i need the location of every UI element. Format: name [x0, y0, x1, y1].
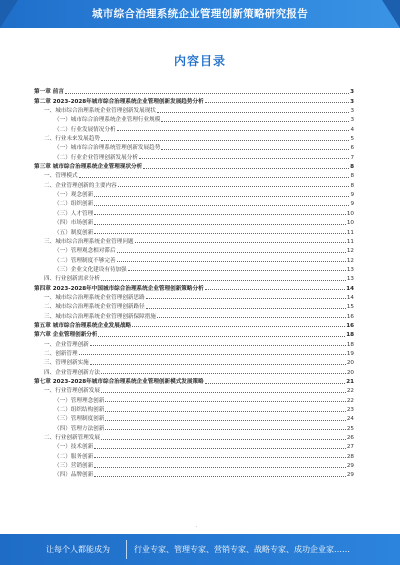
toc-entry-title: （二）组织创新 [54, 201, 94, 208]
toc-entry-title: （二）行业发展情况分析 [54, 126, 116, 133]
toc-chapter-entry[interactable] [34, 86, 354, 95]
toc-entry-title: 一、城市综合治理系统企业管理创新思路 [44, 294, 145, 301]
toc-entry-title: （三）营销创新 [54, 463, 94, 470]
report-header [0, 0, 400, 28]
toc-entry-title: 二、创新管理 [44, 350, 78, 357]
toc-dot-leader [101, 280, 346, 281]
toc-entry-title: 四、企业管理创新方法 [44, 369, 100, 376]
toc-entry-title: （一）城市综合治理系统管理创新发展趋势 [54, 145, 161, 152]
toc-dot-leader [143, 168, 349, 169]
report-title: 城市综合治理系统企业管理创新策略研究报告 [92, 8, 308, 20]
toc-entry[interactable] [34, 348, 354, 357]
page-marker: · [196, 524, 198, 529]
toc-entry[interactable] [34, 114, 354, 123]
toc-chapter-entry[interactable] [34, 329, 354, 338]
footer-left-text: 让每个人都能成为 [46, 545, 110, 554]
toc-entry[interactable] [34, 236, 354, 245]
toc-entry-title: （三）管理制度创新 [54, 416, 105, 423]
toc-entry[interactable] [34, 226, 354, 235]
toc-entry-title: （二）服务创新 [54, 453, 94, 460]
footer-banner [0, 534, 400, 565]
toc-entry-title: 第七章 2023-2028年城市综合治理系统企业管理创新模式发展策略 [34, 379, 204, 385]
toc-entry[interactable] [34, 189, 354, 198]
toc-page-number: 27 [346, 444, 354, 451]
toc-dot-leader [94, 224, 346, 225]
toc-entry-title: （一）管理理念创新 [54, 397, 105, 404]
toc-entry-title: 二、行业创新管理发展 [44, 435, 100, 442]
table-of-contents [34, 86, 354, 478]
toc-entry-title: （三）企业文化建设有待加强 [54, 266, 127, 273]
toc-page-number: 20 [346, 360, 354, 367]
toc-dot-leader [94, 467, 346, 468]
toc-dot-leader [101, 140, 349, 141]
header-right-corner [382, 0, 400, 28]
footer-right-text: 行业专家、管理专家、营销专家、战略专家、成功企业家…… [134, 545, 350, 554]
toc-dot-leader [135, 242, 346, 243]
toc-page-number: 26 [346, 435, 354, 442]
toc-dot-leader [105, 429, 346, 430]
toc-page-number: 18 [346, 332, 354, 339]
footer-divider [126, 540, 127, 559]
toc-entry-title: （四）管理方法创新 [54, 425, 105, 432]
toc-entry[interactable] [34, 170, 354, 179]
toc-page-number: 21 [346, 379, 354, 385]
toc-dot-leader [94, 457, 346, 458]
toc-page-number: 28 [346, 453, 354, 460]
toc-page-number: 16 [346, 322, 354, 329]
toc-entry-title: 第三章 城市综合治理系统企业管理现状分析 [34, 164, 143, 171]
toc-entry[interactable] [34, 179, 354, 188]
toc-dot-leader [90, 364, 346, 365]
toc-entry-title: 三、城市综合治理系统企业管理创新保障措施 [44, 313, 156, 320]
toc-entry-title: （四）市场创新 [54, 220, 94, 227]
toc-entry-title: 二、企业管理创新的主要内容 [44, 182, 117, 189]
toc-entry[interactable] [34, 357, 354, 366]
toc-page-number: 25 [346, 425, 354, 432]
toc-dot-leader [146, 308, 346, 309]
toc-page-number: 4 [350, 126, 354, 133]
toc-page-number: 19 [346, 350, 354, 357]
toc-entry[interactable] [34, 366, 354, 375]
toc-page-number: 24 [346, 416, 354, 423]
toc-entry[interactable] [34, 151, 354, 160]
toc-page-number: 29 [346, 463, 354, 470]
toc-entry[interactable] [34, 394, 354, 403]
toc-entry[interactable] [34, 469, 354, 478]
toc-page-number: 3 [350, 117, 354, 124]
toc-entry[interactable] [34, 310, 354, 319]
toc-entry-title: 三、城市综合治理系统企业管理问题 [44, 238, 134, 245]
toc-page-number: 5 [350, 136, 354, 143]
toc-entry-title: 第一章 前言 [34, 89, 64, 96]
toc-entry-title: （三）人才管理 [54, 210, 94, 217]
toc-entry[interactable] [34, 217, 354, 226]
toc-entry-title: 一、行业管理创新发展 [44, 388, 100, 395]
toc-dot-leader [117, 261, 346, 262]
toc-chapter-entry[interactable] [34, 376, 354, 385]
toc-page-number: 12 [346, 257, 354, 264]
toc-entry[interactable] [34, 432, 354, 441]
toc-entry-title: 四、行业创新需求分析 [44, 276, 100, 283]
toc-page-number: 8 [350, 182, 354, 189]
toc-entry-title: 一、企业管理创新 [44, 341, 89, 348]
toc-page-number: 18 [346, 341, 354, 348]
toc-entry[interactable] [34, 422, 354, 431]
toc-page-number: 23 [346, 407, 354, 414]
toc-page-number: 3 [350, 108, 354, 115]
toc-entry[interactable] [34, 338, 354, 347]
toc-page-number: 14 [346, 294, 354, 301]
toc-page-number: 10 [346, 210, 354, 217]
toc-entry-title: （一）城市综合治理系统企业管理行业规模 [54, 117, 161, 124]
toc-entry-title: （五）制度创新 [54, 229, 94, 236]
toc-entry-title: （二）管理制度不够完善 [54, 257, 116, 264]
toc-entry[interactable] [34, 292, 354, 301]
toc-page-number: 8 [350, 164, 354, 171]
toc-entry[interactable] [34, 254, 354, 263]
toc-entry[interactable] [34, 301, 354, 310]
toc-dot-leader [105, 411, 346, 412]
toc-entry[interactable] [34, 385, 354, 394]
toc-entry[interactable] [34, 273, 354, 282]
toc-entry[interactable] [34, 450, 354, 459]
toc-page-number: 13 [346, 276, 354, 283]
toc-entry-title: （四）品牌创新 [54, 472, 94, 479]
toc-dot-leader [161, 149, 349, 150]
toc-dot-leader [94, 214, 346, 215]
toc-dot-leader [94, 196, 349, 197]
toc-page-number: 14 [346, 285, 354, 292]
toc-dot-leader [101, 373, 346, 374]
toc-entry-title: 第四章 2023-2028年中国城市综合治理系统企业管理创新策略分析 [34, 285, 204, 292]
toc-dot-leader [98, 336, 345, 337]
toc-dot-leader [94, 448, 346, 449]
toc-dot-leader [117, 130, 350, 131]
toc-list [34, 86, 354, 478]
toc-dot-leader [101, 439, 346, 440]
toc-entry-title: （二）组织结构创新 [54, 407, 105, 414]
toc-dot-leader [65, 93, 349, 94]
toc-title: 内容目录 [173, 54, 226, 68]
toc-chapter-entry[interactable] [34, 161, 354, 170]
toc-dot-leader [117, 252, 346, 253]
toc-page-number: 29 [346, 472, 354, 479]
toc-page-number: 9 [350, 201, 354, 208]
toc-entry[interactable] [34, 413, 354, 422]
toc-dot-leader [94, 205, 349, 206]
toc-page-number: 8 [350, 173, 354, 180]
toc-page-number: 11 [346, 229, 354, 236]
toc-page-number: 6 [350, 145, 354, 152]
toc-entry-title: 一、管理模式 [44, 173, 78, 180]
toc-entry[interactable] [34, 105, 354, 114]
toc-page-number: 13 [346, 266, 354, 273]
toc-dot-leader [105, 420, 346, 421]
toc-entry-title: 三、管理创新实施 [44, 360, 89, 367]
header-left-corner [0, 0, 18, 28]
toc-dot-leader [205, 102, 349, 103]
toc-entry[interactable] [34, 207, 354, 216]
toc-page-number: 3 [350, 89, 354, 96]
toc-dot-leader [205, 289, 346, 290]
toc-entry[interactable] [34, 133, 354, 142]
toc-entry[interactable] [34, 460, 354, 469]
toc-dot-leader [94, 476, 346, 477]
toc-chapter-entry[interactable] [34, 282, 354, 291]
toc-page-number: 16 [346, 313, 354, 320]
toc-dot-leader [128, 270, 346, 271]
toc-dot-leader [79, 354, 346, 355]
toc-entry-title: （一）观念创新 [54, 192, 94, 199]
toc-entry[interactable] [34, 441, 354, 450]
toc-dot-leader [161, 121, 349, 122]
toc-entry-title: 二、城市综合治理系统企业管理创新路径 [44, 304, 145, 311]
toc-entry-title: （二）行业企业管理创新发展分析 [54, 154, 138, 161]
toc-page-number: 12 [346, 248, 354, 255]
toc-entry-title: 第二章 2023-2028年城市综合治理系统企业管理创新发展趋势分析 [34, 98, 204, 105]
toc-dot-leader [79, 177, 350, 178]
toc-entry[interactable] [34, 404, 354, 413]
toc-dot-leader [139, 158, 350, 159]
toc-dot-leader [157, 112, 350, 113]
toc-entry-title: 二、行业未来发展趋势 [44, 136, 100, 143]
toc-dot-leader [146, 298, 346, 299]
toc-page-number: 9 [350, 192, 354, 199]
toc-dot-leader [101, 392, 346, 393]
toc-dot-leader [132, 326, 345, 327]
toc-page-number: 22 [346, 397, 354, 404]
toc-entry[interactable] [34, 264, 354, 273]
toc-page-number: 15 [346, 304, 354, 311]
toc-dot-leader [118, 186, 350, 187]
toc-entry[interactable] [34, 123, 354, 132]
toc-page-number: 3 [350, 98, 354, 105]
toc-entry-title: 第六章 企业管理创新分析 [34, 332, 98, 339]
toc-entry-title: 第五章 城市综合治理系统企业发展战略 [34, 322, 132, 329]
toc-dot-leader [105, 401, 346, 402]
toc-chapter-entry[interactable] [34, 320, 354, 329]
toc-chapter-entry[interactable] [34, 95, 354, 104]
toc-dot-leader [205, 383, 346, 384]
toc-dot-leader [94, 233, 346, 234]
toc-dot-leader [157, 317, 346, 318]
toc-dot-leader [90, 345, 346, 346]
toc-page-number: 10 [346, 220, 354, 227]
toc-entry[interactable] [34, 198, 354, 207]
toc-entry-title: 一、城市综合治理系统企业管理创新发展现状 [44, 108, 156, 115]
toc-page-number: 11 [346, 238, 354, 245]
toc-page-number: 20 [346, 369, 354, 376]
toc-entry-title: （一）技术创新 [54, 444, 94, 451]
toc-entry[interactable] [34, 142, 354, 151]
toc-entry-title: （一）管理观念相对滞后 [54, 248, 116, 255]
toc-page-number: 22 [346, 388, 354, 395]
toc-page-number: 7 [350, 154, 354, 161]
toc-entry[interactable] [34, 245, 354, 254]
